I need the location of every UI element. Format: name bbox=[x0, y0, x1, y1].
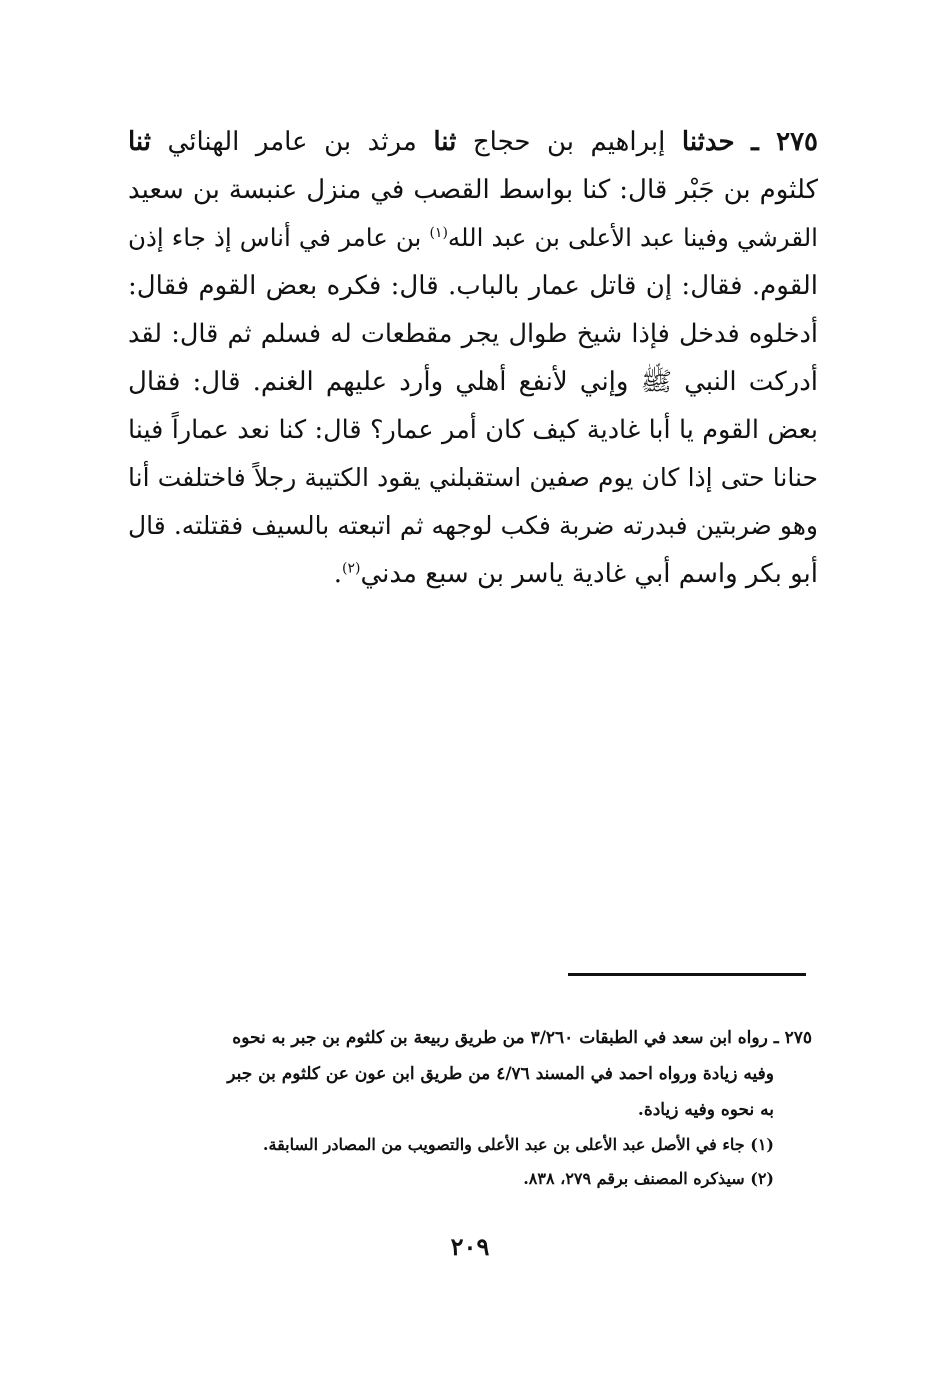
narration-term: حدثنا bbox=[681, 127, 735, 157]
line-text: مرثد بن عامر الهنائي bbox=[151, 127, 434, 157]
takhrij-line-2: وفيه زيادة ورواه احمد في المسند ٤/٧٦ من طريق ابن عون عن كلثوم بن جبر bbox=[227, 1064, 774, 1084]
hadith-number: ٢٧٥ ـ bbox=[751, 127, 819, 157]
line-text: بن عامر في أناس إذ جاء إذن bbox=[128, 223, 430, 252]
hadith-line-6: أدركت النبي ﷺ وإني لأنفع أهلي وأرد عليهم الغنم. قال: فقال bbox=[128, 367, 818, 397]
hadith-line-10 bbox=[128, 550, 818, 598]
takhrij-line-3: به نحوه وفيه زيادة. bbox=[637, 1100, 774, 1120]
narration-term: ثنا bbox=[433, 127, 457, 157]
hadith-line-5: أدخلوه فدخل فإذا شيخ طوال يجر مقطعات له فسلم ثم قال: لقد bbox=[128, 319, 818, 349]
hadith-line-2: كلثوم بن جَبْر قال: كنا بواسط القصب في منزل عنبسة بن سعيد bbox=[128, 175, 818, 205]
line-text: أبو بكر واسم أبي غادية ياسر بن سبع مدني bbox=[360, 559, 818, 589]
footnote-ref-2: (٢) bbox=[342, 560, 361, 577]
hadith-line-3 bbox=[128, 214, 818, 262]
footnote-1: (١) جاء في الأصل عبد الأعلى بن عبد الأعلى والتصويب من المصادر السابقة. bbox=[262, 1135, 774, 1154]
line-text: إبراهيم بن حجاج bbox=[456, 127, 682, 157]
hadith-line-4: القوم. فقال: إن قاتل عمار بالباب. قال: فكره بعض القوم فقال: bbox=[128, 271, 818, 301]
narration-term: ثنا bbox=[128, 127, 152, 157]
line-text: القرشي وفينا عبد الأعلى بن عبد الله bbox=[447, 223, 818, 252]
hadith-line-7: بعض القوم يا أبا غادية كيف كان أمر عمار؟ قال: كنا نعد عماراً فينا bbox=[128, 415, 818, 445]
page-number: ٢٠٩ bbox=[450, 1232, 490, 1261]
line-text: . bbox=[333, 559, 343, 589]
footnote-separator bbox=[568, 973, 806, 976]
hadith-line-9: وهو ضربتين فبدرته ضربة فكب لوجهه ثم اتبعته بالسيف فقتلته. قال bbox=[128, 511, 818, 540]
hadith-line-1 bbox=[128, 118, 818, 166]
footnotes bbox=[120, 1020, 812, 1196]
hadith-text bbox=[128, 118, 818, 598]
hadith-line-8: حنانا حتى إذا كان يوم صفين استقبلني يقود الكتيبة رجلاً فاختلفت أنا bbox=[128, 463, 818, 492]
footnote-ref-1: (١) bbox=[429, 224, 448, 241]
footnote-2: (٢) سيذكره المصنف برقم ٢٧٩، ٨٣٨. bbox=[523, 1169, 774, 1188]
takhrij-line-1: ٢٧٥ ـ رواه ابن سعد في الطبقات ٣/٢٦٠ من طريق ربيعة بن كلثوم بن جبر به نحوه bbox=[232, 1028, 812, 1048]
